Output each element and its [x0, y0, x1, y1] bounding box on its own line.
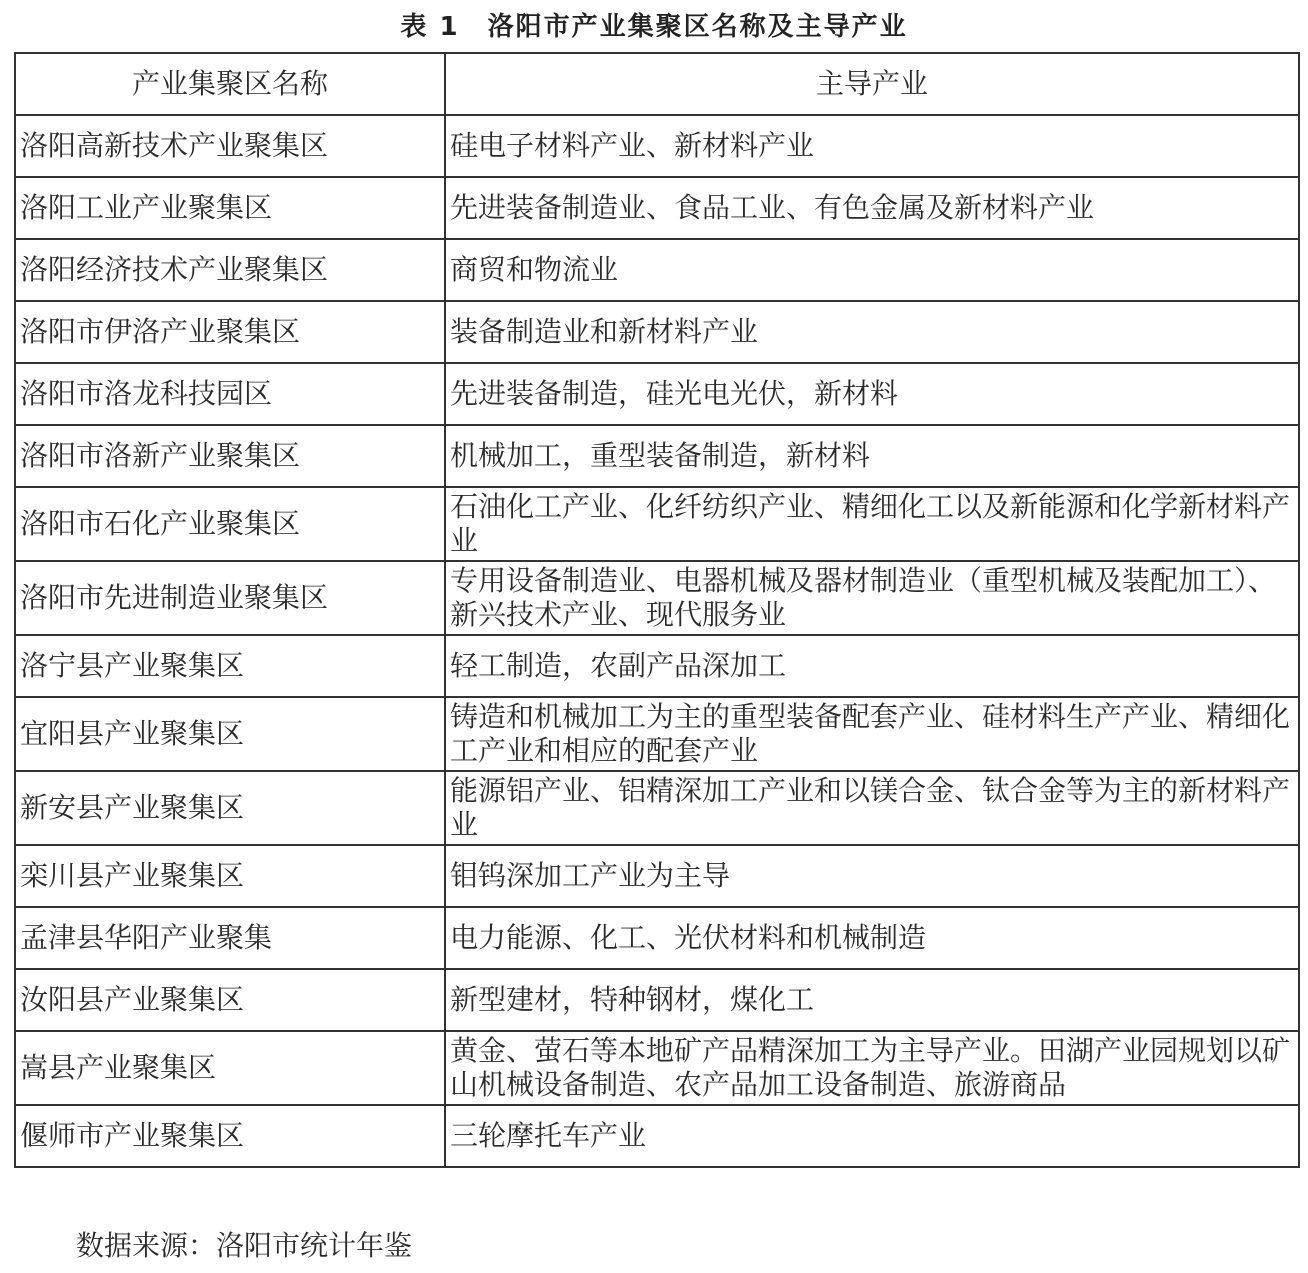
industry-cell: 商贸和物流业 [445, 239, 1299, 301]
industry-cell: 装备制造业和新材料产业 [445, 301, 1299, 363]
industry-cell: 石油化工产业、化纤纺织产业、精细化工以及新能源和化学新材料产业 [445, 487, 1299, 561]
industry-cell: 电力能源、化工、光伏材料和机械制造 [445, 907, 1299, 969]
cluster-name-cell: 孟津县华阳产业聚集 [15, 907, 445, 969]
header-cluster-name: 产业集聚区名称 [15, 53, 445, 115]
table-title-text: 洛阳市产业集聚区名称及主导产业 [487, 12, 908, 42]
cluster-name-cell: 洛阳市伊洛产业聚集区 [15, 301, 445, 363]
industry-cell: 新型建材，特种钢材，煤化工 [445, 969, 1299, 1031]
table-row [15, 425, 1299, 487]
table-number: 表 1 [400, 12, 460, 42]
industry-cell: 先进装备制造业、食品工业、有色金属及新材料产业 [445, 177, 1299, 239]
industry-table [14, 52, 1300, 1168]
industry-cell: 硅电子材料产业、新材料产业 [445, 115, 1299, 177]
cluster-name-cell: 洛阳市洛龙科技园区 [15, 363, 445, 425]
table-row [15, 561, 1299, 635]
table-row [15, 115, 1299, 177]
industry-cell: 先进装备制造，硅光电光伏，新材料 [445, 363, 1299, 425]
cluster-name-cell: 嵩县产业聚集区 [15, 1031, 445, 1105]
table-row [15, 1031, 1299, 1105]
industry-cell: 三轮摩托车产业 [445, 1105, 1299, 1167]
industry-cell: 黄金、萤石等本地矿产品精深加工为主导产业。田湖产业园规划以矿山机械设备制造、农产品加工设备制造、旅游商品 [445, 1031, 1299, 1105]
industry-cell: 钼钨深加工产业为主导 [445, 845, 1299, 907]
cluster-name-cell: 洛宁县产业聚集区 [15, 635, 445, 697]
cluster-name-cell: 洛阳市洛新产业聚集区 [15, 425, 445, 487]
table-row [15, 907, 1299, 969]
table-row [15, 177, 1299, 239]
cluster-name-cell: 汝阳县产业聚集区 [15, 969, 445, 1031]
cluster-name-cell: 栾川县产业聚集区 [15, 845, 445, 907]
data-source-note: 数据来源：洛阳市统计年鉴 [76, 1229, 413, 1262]
cluster-name-cell: 新安县产业聚集区 [15, 771, 445, 845]
cluster-name-cell: 偃师市产业聚集区 [15, 1105, 445, 1167]
cluster-name-cell: 宜阳县产业聚集区 [15, 697, 445, 771]
cluster-name-cell: 洛阳高新技术产业聚集区 [15, 115, 445, 177]
industry-cell: 能源铝产业、铝精深加工产业和以镁合金、钛合金等为主的新材料产业 [445, 771, 1299, 845]
industry-cell: 机械加工，重型装备制造，新材料 [445, 425, 1299, 487]
cluster-name-cell: 洛阳市石化产业聚集区 [15, 487, 445, 561]
table-row [15, 969, 1299, 1031]
header-leading-industry: 主导产业 [445, 53, 1299, 115]
cluster-name-cell: 洛阳经济技术产业聚集区 [15, 239, 445, 301]
table-title [0, 6, 1308, 43]
table-row [15, 635, 1299, 697]
table-row [15, 487, 1299, 561]
table-row [15, 363, 1299, 425]
table-row [15, 301, 1299, 363]
table-row [15, 771, 1299, 845]
cluster-name-cell: 洛阳市先进制造业聚集区 [15, 561, 445, 635]
industry-cell: 铸造和机械加工为主的重型装备配套产业、硅材料生产产业、精细化工产业和相应的配套产业 [445, 697, 1299, 771]
table-row [15, 845, 1299, 907]
cluster-name-cell: 洛阳工业产业聚集区 [15, 177, 445, 239]
industry-cell: 轻工制造，农副产品深加工 [445, 635, 1299, 697]
industry-cell: 专用设备制造业、电器机械及器材制造业（重型机械及装配加工）、新兴技术产业、现代服务业 [445, 561, 1299, 635]
table-row [15, 239, 1299, 301]
header-row [15, 53, 1299, 115]
table-row [15, 1105, 1299, 1167]
table-row [15, 697, 1299, 771]
